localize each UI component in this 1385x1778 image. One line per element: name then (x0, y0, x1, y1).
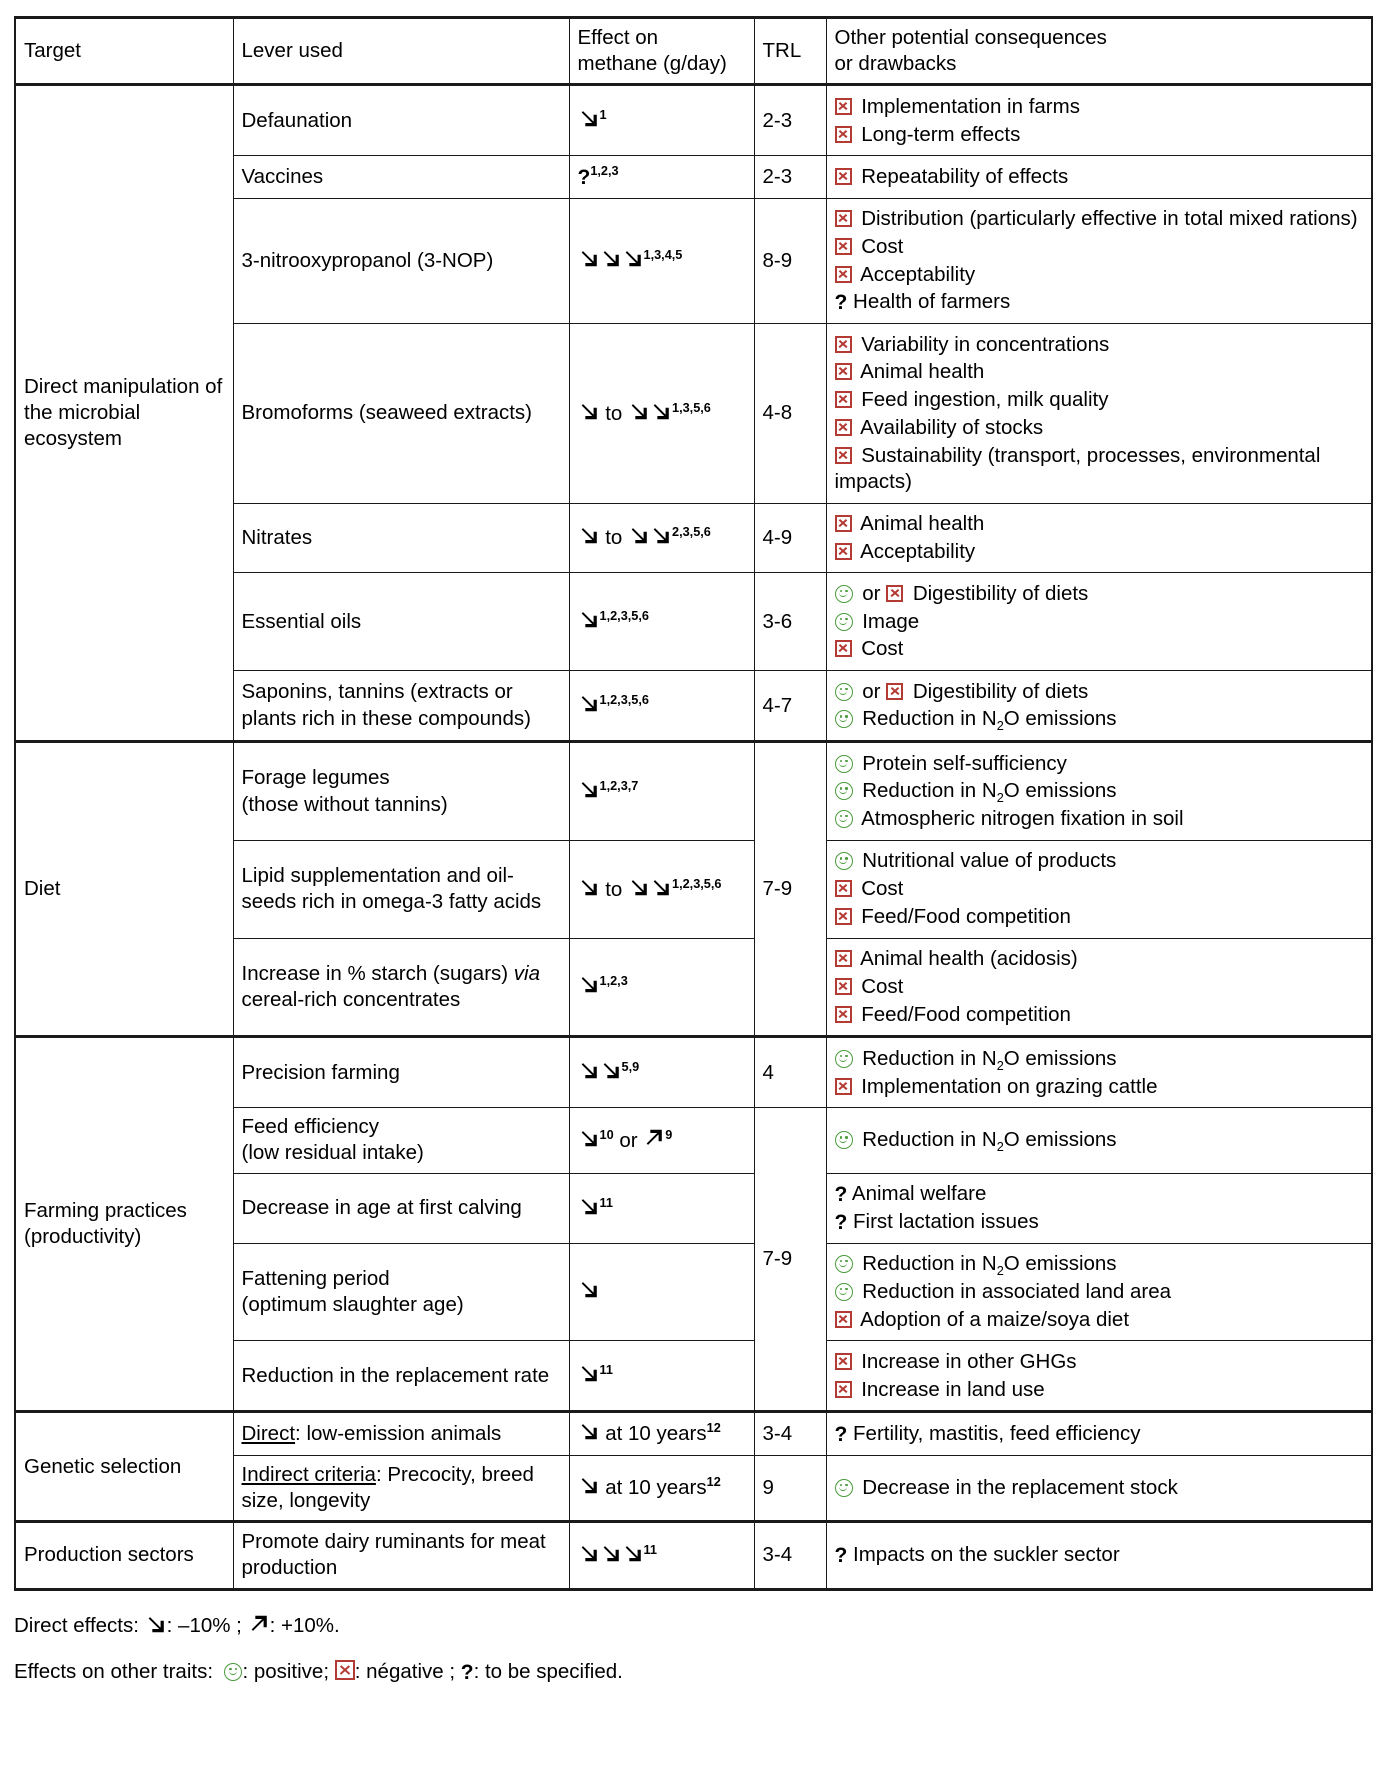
table-row (15, 1412, 1372, 1455)
consequences-cell (826, 1173, 1372, 1243)
negative-box-icon (835, 391, 852, 408)
consequence-text: Repeatability of effects (861, 164, 1069, 188)
consequence-text: Nutritional value of products (862, 849, 1117, 873)
arrow-down-icon (578, 1474, 600, 1496)
consequence-item (835, 1421, 1364, 1447)
arrow-down-icon (650, 400, 672, 422)
consequence-item (835, 876, 1364, 902)
consequences-cell (826, 938, 1372, 1037)
effect-on-methane-cell: at 10 years$^{12}$ (569, 1455, 754, 1521)
effect-on-methane-cell (569, 1173, 754, 1243)
arrow-down-icon (145, 1613, 167, 1635)
lever-cell: Defaunation (233, 85, 569, 156)
reference-superscript: 10 (599, 1127, 614, 1143)
lever-cell: Reduction in the replacement rate (233, 1341, 569, 1412)
note-other-traits (14, 1659, 1371, 1686)
smiley-positive-icon (835, 810, 853, 828)
note-direct-effects (14, 1613, 1371, 1640)
consequence-text: Digestibility of diets (912, 581, 1089, 605)
negative-box-icon (835, 98, 852, 115)
trl-cell: 3-6 (754, 573, 826, 671)
consequences-cell (826, 1108, 1372, 1173)
lever-emphasis: Indirect criteria (241, 1462, 376, 1486)
negative-box-icon (835, 880, 852, 897)
reference-superscript: 2,3,5,6 (672, 524, 711, 540)
negative-box-icon (835, 126, 852, 143)
consequence-item (835, 234, 1364, 260)
consequence-text: Animal health (acidosis) (860, 947, 1078, 971)
lever-cell: Direct: low-emission animals (233, 1412, 569, 1455)
lever-cell: Essential oils (233, 573, 569, 671)
effect-on-methane-cell (569, 938, 754, 1037)
lever-emphasis: Direct (241, 1421, 296, 1445)
consequence-text: Impacts on the suckler sector (853, 1543, 1120, 1567)
question-mark-icon: ? (834, 291, 848, 315)
consequence-item (835, 609, 1364, 635)
arrow-down-icon (650, 876, 672, 898)
trl-cell: 3-4 (754, 1412, 826, 1455)
effect-on-methane-cell (569, 573, 754, 671)
question-mark-icon: ? (834, 1210, 848, 1234)
consequence-text: Reduction in $N_2O$ emissions (862, 707, 1117, 734)
negative-box-icon (886, 585, 903, 602)
consequence-text: Animal health (860, 360, 985, 384)
effect-on-methane-cell: to $^{2,3,5,6}$ (569, 503, 754, 573)
consequence-text: Adoption of a maize/soya diet (860, 1307, 1130, 1331)
target-label: Production sectors (24, 1543, 194, 1567)
lever-cell: Precision farming (233, 1037, 569, 1108)
consequence-item (835, 1074, 1364, 1100)
reference-superscript: 12 (706, 1420, 721, 1436)
consequence-text: Feed/Food competition (861, 1002, 1071, 1026)
target-group-cell (15, 742, 233, 1037)
consequence-text: Reduction in associated land area (862, 1279, 1172, 1303)
arrow-down-icon (578, 1127, 600, 1149)
negative-box-icon (835, 1006, 852, 1023)
consequence-item (835, 415, 1364, 441)
lever-cell: Fattening period (optimum slaughter age) (233, 1243, 569, 1341)
consequence-item (835, 1377, 1364, 1403)
negative-box-icon (835, 363, 852, 380)
consequence-item (835, 1181, 1364, 1207)
table-row (15, 85, 1372, 156)
arrow-up-icon (248, 1613, 270, 1635)
consequence-item (835, 806, 1364, 832)
lever-cell: Increase in % starch (sugars) via cereal-rich concentrates (233, 938, 569, 1037)
consequence-item (835, 262, 1364, 288)
arrow-up-icon (643, 1127, 665, 1149)
consequence-text: Cost (861, 637, 904, 661)
consequences-cell (826, 840, 1372, 938)
table-header (15, 18, 1372, 85)
smiley-positive-icon (835, 782, 853, 800)
arrow-down-icon (578, 973, 600, 995)
trl-cell: 4-8 (754, 324, 826, 503)
consequence-text: Animal welfare (851, 1182, 987, 1206)
lever-cell: Vaccines (233, 156, 569, 198)
effect-on-methane-cell (569, 156, 754, 198)
effect-on-methane-cell: to $^{1,3,5,6}$ (569, 324, 754, 503)
arrow-down-icon (650, 524, 672, 546)
consequence-item (835, 1209, 1364, 1235)
arrow-down-icon (622, 247, 644, 269)
lever-cell: Nitrates (233, 503, 569, 573)
consequence-item (835, 1127, 1364, 1153)
table-notes (14, 1613, 1371, 1686)
consequences-cell (826, 1243, 1372, 1341)
consequences-cell (826, 324, 1372, 503)
col-header-target: Target (15, 18, 233, 85)
consequence-text: Animal health (860, 512, 985, 536)
consequence-text: Reduction in $N_2O$ emissions (862, 1128, 1117, 1155)
consequence-item (835, 1349, 1364, 1375)
negative-box-icon (835, 543, 852, 560)
reference-superscript: 12 (706, 1474, 721, 1490)
col-header-lever: Lever used (233, 18, 569, 85)
lever-cell: 3-nitrooxypropanol (3-NOP) (233, 198, 569, 323)
arrow-down-icon (600, 1542, 622, 1564)
consequence-text: Implementation on grazing cattle (861, 1074, 1158, 1098)
trl-cell: 2-3 (754, 85, 826, 156)
consequences-cell (826, 156, 1372, 198)
header-row (15, 18, 1372, 85)
consequence-text: Health of farmers (853, 290, 1011, 314)
consequence-item (835, 206, 1364, 232)
reference-superscript: 11 (599, 1362, 613, 1378)
trl-cell: 9 (754, 1455, 826, 1521)
consequence-item (835, 946, 1364, 972)
note-direct-up-value: : +10%. (269, 1613, 340, 1637)
smiley-positive-icon (835, 852, 853, 870)
negative-box-icon (835, 1311, 852, 1328)
lever-cell: Bromoforms (seaweed extracts) (233, 324, 569, 503)
smiley-positive-icon (835, 683, 853, 701)
consequence-text: Feed ingestion, milk quality (861, 388, 1109, 412)
consequence-text: Digestibility of diets (912, 679, 1089, 703)
arrow-down-icon (628, 400, 650, 422)
consequences-cell (826, 1341, 1372, 1412)
smiley-positive-icon (224, 1663, 242, 1681)
arrow-down-icon (600, 247, 622, 269)
consequence-text: Acceptability (860, 539, 976, 563)
consequence-item (835, 164, 1364, 190)
consequence-item (835, 904, 1364, 930)
target-group-cell (15, 1522, 233, 1589)
effect-on-methane-cell: to $^{1,2,3,5,6}$ (569, 840, 754, 938)
subscript-2: 2 (996, 718, 1004, 734)
table-row (15, 1522, 1372, 1589)
consequence-text: Feed/Food competition (861, 904, 1071, 928)
col-header-effect (569, 18, 754, 85)
consequence-text: Cost (861, 877, 904, 901)
arrow-down-icon (578, 107, 600, 129)
trl-cell: 7-9 (754, 742, 826, 1037)
table-row (15, 742, 1372, 841)
reference-superscript: 1,3,5,6 (672, 399, 711, 415)
arrow-down-icon (578, 524, 600, 546)
negative-box-icon (835, 447, 852, 464)
effect-on-methane-cell (569, 671, 754, 742)
arrow-down-icon (578, 400, 600, 422)
consequence-text: Availability of stocks (860, 415, 1044, 439)
smiley-positive-icon (835, 613, 853, 631)
target-group-cell (15, 85, 233, 742)
question-mark-icon: ? (834, 1422, 848, 1446)
lever-cell: Decrease in age at first calving (233, 1173, 569, 1243)
consequence-text: Long-term effects (861, 122, 1021, 146)
negative-box-icon (835, 1078, 852, 1095)
arrow-down-icon (578, 1195, 600, 1217)
arrow-down-icon (628, 524, 650, 546)
target-label: Farming practices (productivity) (24, 1199, 187, 1249)
reference-superscript: 1,2,3,5,6 (599, 692, 649, 708)
arrow-down-icon (578, 1278, 600, 1300)
consequence-item (835, 848, 1364, 874)
question-mark-icon: ? (460, 1661, 474, 1685)
consequence-item: or Digestibility of diets (835, 581, 1364, 607)
consequence-text: Increase in land use (861, 1377, 1045, 1401)
negative-box-icon (835, 210, 852, 227)
smiley-positive-icon (835, 710, 853, 728)
target-group-cell (15, 1037, 233, 1412)
consequence-item (835, 778, 1364, 804)
arrow-down-icon (578, 1059, 600, 1081)
trl-cell: 7-9 (754, 1108, 826, 1412)
negative-box-icon (835, 266, 852, 283)
note-direct-label: Direct effects: (14, 1613, 139, 1637)
consequence-item (835, 443, 1364, 495)
consequences-cell (826, 1037, 1372, 1108)
effect-on-methane-cell (569, 85, 754, 156)
arrow-down-icon (578, 608, 600, 630)
trl-cell: 8-9 (754, 198, 826, 323)
note-negative-value: : négative ; (354, 1660, 456, 1684)
consequence-text: Cost (861, 234, 904, 258)
smiley-positive-icon (835, 1255, 853, 1273)
reference-superscript: 11 (599, 1194, 613, 1210)
target-label: Diet (24, 877, 61, 901)
consequence-item (835, 1046, 1364, 1072)
arrow-down-icon (578, 1362, 600, 1384)
trl-cell: 4 (754, 1037, 826, 1108)
reference-superscript: 5,9 (621, 1059, 640, 1075)
reference-superscript: 1,2,3 (599, 973, 628, 989)
arrow-down-icon (578, 876, 600, 898)
target-group-cell (15, 1412, 233, 1522)
consequence-text: Fertility, mastitis, feed efficiency (853, 1421, 1141, 1445)
consequences-cell (826, 742, 1372, 841)
consequence-item (835, 1251, 1364, 1277)
reference-superscript: 1,2,3 (590, 163, 619, 179)
arrow-down-icon (578, 692, 600, 714)
consequence-item (835, 751, 1364, 777)
arrow-down-icon (622, 1542, 644, 1564)
consequences-cell (826, 1522, 1372, 1589)
reference-superscript: 1,2,3,5,6 (599, 608, 649, 624)
col-header-trl: TRL (754, 18, 826, 85)
consequence-item (835, 359, 1364, 385)
question-mark-icon: ? (834, 1183, 848, 1207)
lever-italic-word: via (513, 961, 541, 985)
reference-superscript: 1,2,3,5,6 (672, 875, 722, 891)
table-body (15, 85, 1372, 1589)
col-header-effect-line2: methane (g/day) (577, 52, 727, 76)
reference-superscript: 11 (643, 1541, 657, 1557)
negative-box-icon (835, 515, 852, 532)
arrow-down-icon (628, 876, 650, 898)
consequence-item (835, 94, 1364, 120)
consequences-cell (826, 1455, 1372, 1521)
consequence-text: Acceptability (860, 262, 976, 286)
consequence-text: Reduction in $N_2O$ emissions (862, 779, 1117, 806)
consequence-text: Implementation in farms (861, 94, 1080, 118)
negative-box-icon (835, 336, 852, 353)
lever-cell: Feed efficiency (low residual intake) (233, 1108, 569, 1173)
subscript-2: 2 (996, 790, 1004, 806)
subscript-2: 2 (996, 1139, 1004, 1155)
negative-box-icon (835, 1381, 852, 1398)
consequences-cell (826, 1412, 1372, 1455)
consequence-item (835, 974, 1364, 1000)
consequences-cell (826, 573, 1372, 671)
smiley-positive-icon (835, 1283, 853, 1301)
consequence-item (835, 1475, 1364, 1501)
methane-levers-table (14, 16, 1373, 1591)
consequence-item (835, 387, 1364, 413)
consequence-item (835, 636, 1364, 662)
subscript-2: 2 (996, 1263, 1004, 1279)
effect-on-methane-cell (569, 1037, 754, 1108)
arrow-down-icon (578, 1420, 600, 1442)
note-question-value: : to be specified. (473, 1660, 623, 1684)
consequence-text: Reduction in $N_2O$ emissions (862, 1252, 1117, 1279)
consequence-text: Decrease in the replacement stock (862, 1475, 1178, 1499)
reference-superscript: 9 (665, 1127, 673, 1143)
consequence-item (835, 289, 1364, 315)
negative-box-icon (886, 683, 903, 700)
lever-cell: Forage legumes (those without tannins) (233, 742, 569, 841)
consequence-text: Image (862, 609, 920, 633)
consequences-cell (826, 85, 1372, 156)
negative-box-icon (835, 908, 852, 925)
consequence-item (835, 706, 1364, 732)
consequence-text: First lactation issues (853, 1209, 1039, 1233)
smiley-positive-icon (835, 1050, 853, 1068)
consequence-item (835, 1542, 1364, 1568)
col-header-other-line1: Other potential consequences (834, 26, 1107, 49)
reference-superscript: 1,3,4,5 (643, 247, 683, 263)
negative-box-icon (835, 1353, 852, 1370)
trl-cell: 3-4 (754, 1522, 826, 1589)
lever-cell: Promote dairy ruminants for meat production (233, 1522, 569, 1589)
effect-on-methane-cell (569, 1522, 754, 1589)
lever-cell: Indirect criteria: Precocity, breed size, longevity (233, 1455, 569, 1521)
negative-box-icon (835, 640, 852, 657)
consequence-text: Variability in concentrations (861, 332, 1110, 356)
consequence-item (835, 539, 1364, 565)
question-mark-icon: ? (577, 165, 591, 189)
consequences-cell (826, 198, 1372, 323)
consequences-cell (826, 671, 1372, 742)
consequence-text: Atmospheric nitrogen fixation in soil (861, 807, 1184, 831)
consequence-item (835, 122, 1364, 148)
consequence-text: Increase in other GHGs (861, 1349, 1077, 1373)
consequence-item (835, 332, 1364, 358)
reference-superscript: 1 (599, 107, 607, 123)
consequences-cell (826, 503, 1372, 573)
effect-on-methane-cell: $^{10}$ or $^9$ (569, 1108, 754, 1173)
question-mark-icon: ? (834, 1544, 848, 1568)
col-header-other (826, 18, 1372, 85)
reference-superscript: 1,2,3,7 (599, 778, 639, 794)
consequence-item (835, 1279, 1364, 1305)
consequence-text: Distribution (particularly effective in total mixed rations) (861, 207, 1358, 231)
arrow-down-icon (578, 247, 600, 269)
target-label: Direct manipulation of the microbial ecosystem (24, 374, 223, 451)
effect-on-methane-cell (569, 742, 754, 841)
smiley-positive-icon (835, 1131, 853, 1149)
smiley-positive-icon (835, 755, 853, 773)
consequence-item: or Digestibility of diets (835, 679, 1364, 705)
consequence-item (835, 1002, 1364, 1028)
col-header-other-line2: or drawbacks (834, 52, 957, 76)
lever-cell: Saponins, tannins (extracts or plants rich in these compounds) (233, 671, 569, 742)
consequence-text: Protein self-sufficiency (862, 751, 1067, 775)
lever-cell: Lipid supplementation and oil-seeds rich in omega-3 fatty acids (233, 840, 569, 938)
trl-cell: 4-9 (754, 503, 826, 573)
subscript-2: 2 (996, 1057, 1004, 1073)
trl-cell: 4-7 (754, 671, 826, 742)
arrow-down-icon (600, 1059, 622, 1081)
effect-on-methane-cell (569, 1243, 754, 1341)
negative-box-icon (835, 950, 852, 967)
note-direct-down-value: : –10% ; (166, 1613, 242, 1637)
effect-on-methane-cell: at 10 years$^{12}$ (569, 1412, 754, 1455)
col-header-effect-line1: Effect on (577, 26, 659, 49)
trl-cell: 2-3 (754, 156, 826, 198)
arrow-down-icon (578, 778, 600, 800)
consequence-text: Sustainability (transport, processes, environmental impacts) (834, 443, 1321, 493)
note-other-label: Effects on other traits: (14, 1660, 214, 1684)
table-row (15, 1037, 1372, 1108)
smiley-positive-icon (835, 1479, 853, 1497)
consequence-item (835, 1307, 1364, 1333)
target-label: Genetic selection (24, 1454, 182, 1478)
consequence-item (835, 511, 1364, 537)
negative-box-icon (835, 978, 852, 995)
negative-box-icon (835, 238, 852, 255)
consequence-text: Reduction in $N_2O$ emissions (862, 1046, 1117, 1073)
arrow-down-icon (578, 1542, 600, 1564)
consequence-text: Cost (861, 974, 904, 998)
negative-box-icon (835, 168, 852, 185)
note-positive-value: : positive; (242, 1660, 330, 1684)
negative-box-icon (335, 1660, 355, 1680)
negative-box-icon (835, 419, 852, 436)
effect-on-methane-cell (569, 198, 754, 323)
effect-on-methane-cell (569, 1341, 754, 1412)
smiley-positive-icon (835, 585, 853, 603)
